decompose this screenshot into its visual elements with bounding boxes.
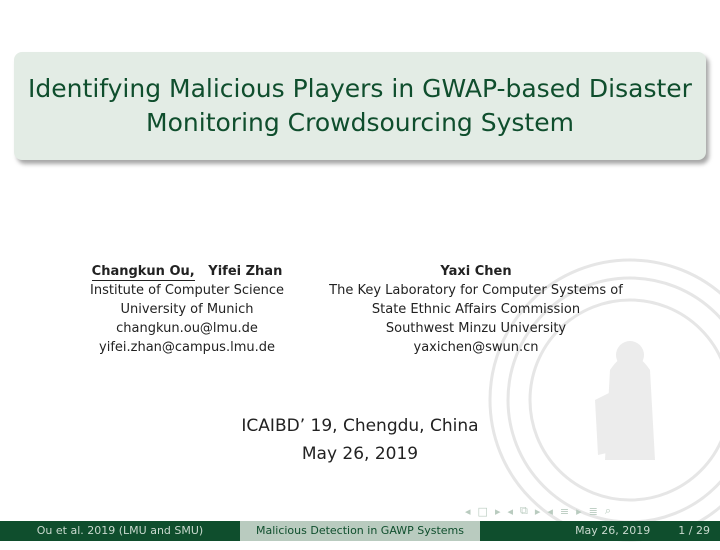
right-affiliation-3: Southwest Minzu University — [385, 321, 567, 336]
conference-info — [0, 412, 720, 468]
author-name-right: Yaxi Chen — [440, 264, 512, 279]
nav-subsection-icon[interactable]: ⧉ — [520, 504, 528, 517]
left-affiliation-1: Institute of Computer Science — [90, 283, 284, 298]
nav-section-right-icon[interactable]: ▸ — [576, 504, 582, 518]
nav-frame-icon[interactable]: □ — [477, 504, 488, 518]
nav-subsection-left-icon[interactable]: ◂ — [507, 504, 513, 518]
footer-title: Malicious Detection in GAWP Systems — [240, 521, 480, 541]
title-box — [14, 52, 706, 160]
nav-subsection-right-icon[interactable]: ▸ — [534, 504, 541, 518]
footer-bar — [0, 521, 720, 541]
nav-frame-left-icon[interactable]: ◂ — [465, 504, 471, 518]
title-line-2: Monitoring Crowdsourcing System — [146, 108, 574, 137]
nav-search-icon[interactable]: ⌕ — [604, 504, 612, 517]
title-line-1: Identifying Malicious Players in GWAP-based Disaster — [28, 74, 692, 103]
right-email: yaxichen@swun.cn — [413, 340, 539, 355]
left-email-1: changkun.ou@lmu.de — [116, 321, 258, 336]
footer-page-number: 1 / 29 — [678, 524, 710, 537]
author-column-right — [306, 262, 646, 357]
nav-section-left-icon[interactable]: ◂ — [547, 504, 553, 518]
nav-align-icon[interactable]: ≣ — [588, 504, 598, 518]
coauthor-name: Yifei Zhan — [208, 264, 283, 279]
footer-date: May 26, 2019 — [575, 524, 651, 537]
presenter-name: Changkun Ou, — [91, 264, 195, 279]
nav-frame-right-icon[interactable]: ▸ — [494, 504, 501, 518]
author-column-left — [70, 262, 304, 357]
nav-section-icon[interactable]: ≡ — [559, 504, 570, 518]
right-affiliation-2: State Ethnic Affairs Commission — [371, 302, 581, 317]
conference-venue: ICAIBD’ 19, Chengdu, China — [241, 416, 479, 436]
footer-author: Ou et al. 2019 (LMU and SMU) — [0, 521, 240, 541]
author-names-left — [70, 262, 304, 281]
left-affiliation-2: University of Munich — [120, 302, 254, 317]
conference-date: May 26, 2019 — [301, 444, 419, 464]
right-affiliation-1: The Key Laboratory for Computer Systems of — [329, 283, 623, 298]
beamer-navigation-bar — [465, 502, 717, 520]
left-email-2: yifei.zhan@campus.lmu.de — [99, 340, 275, 355]
footer-right — [480, 521, 720, 541]
